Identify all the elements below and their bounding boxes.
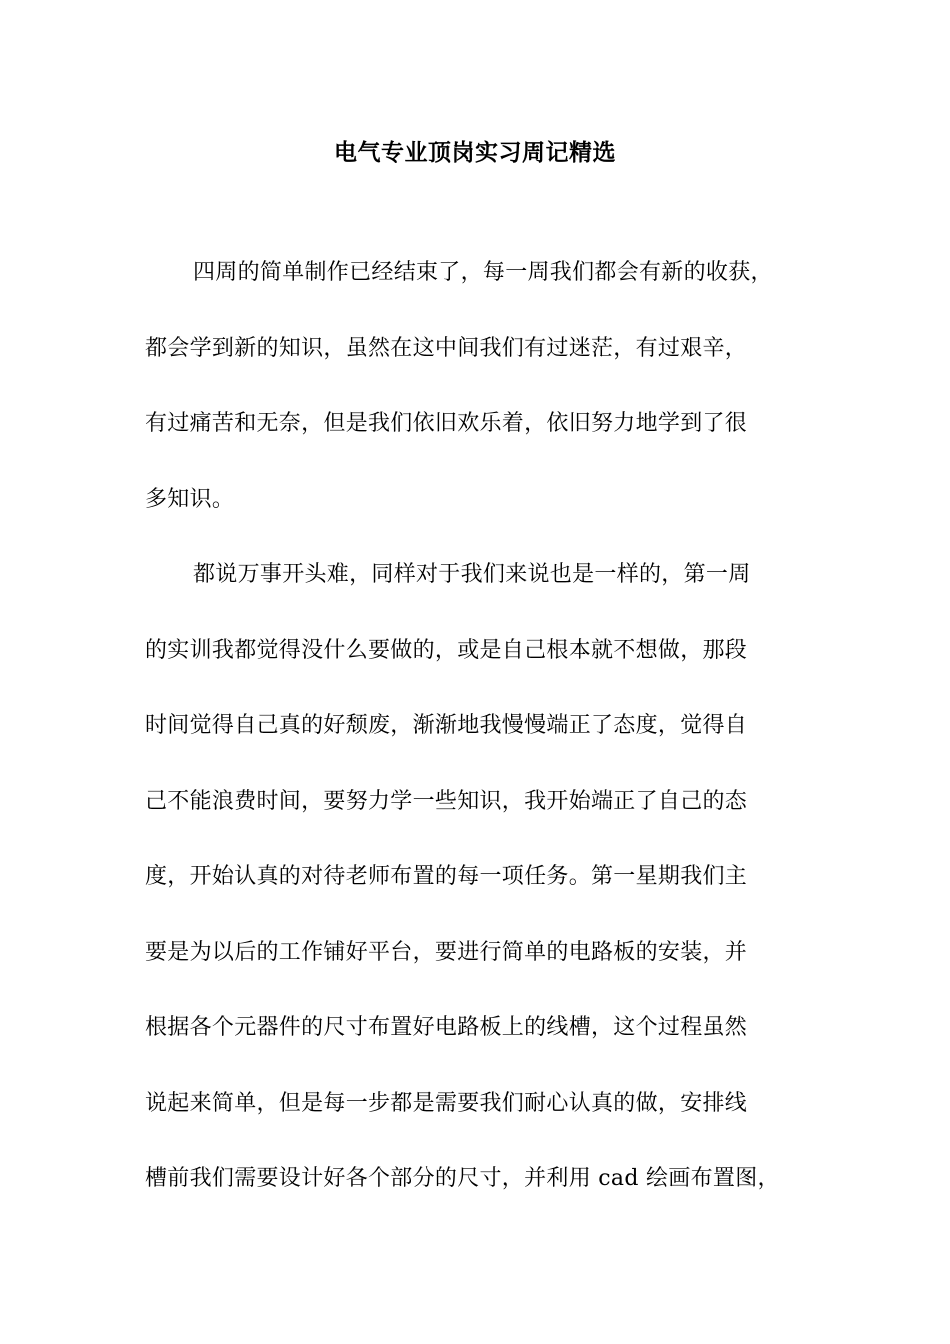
paragraph-line: 要是为以后的工作铺好平台，要进行简单的电路板的安装，并 <box>145 939 748 965</box>
paragraph-line: 说起来简单，但是每一步都是需要我们耐心认真的做，安排线 <box>145 1090 748 1116</box>
document-body <box>145 258 835 1240</box>
paragraph-line: 四周的简单制作已经结束了，每一周我们都会有新的收获， <box>193 260 773 285</box>
paragraph-line: 的实训我都觉得没什么要做的，或是自己根本就不想做，那段 <box>145 637 748 663</box>
paragraph-line: 都会学到新的知识，虽然在这中间我们有过迷茫，有过艰辛， <box>145 335 748 361</box>
document-title: 电气专业顶岗实习周记精选 <box>334 140 616 166</box>
paragraph-line: 都说万事开头难，同样对于我们来说也是一样的，第一周 <box>193 562 751 587</box>
paragraph-line: 槽前我们需要设计好各个部分的尺寸，并利用 cad 绘画布置图， <box>145 1166 780 1191</box>
paragraph-line: 时间觉得自己真的好颓废，渐渐地我慢慢端正了态度，觉得自 <box>145 713 748 738</box>
paragraph-line: 己不能浪费时间，要努力学一些知识，我开始端正了自己的态 <box>145 788 748 814</box>
paragraph-line: 度，开始认真的对待老师布置的每一项任务。第一星期我们主 <box>145 864 748 889</box>
paragraph-line: 有过痛苦和无奈，但是我们依旧欢乐着，依旧努力地学到了很 <box>145 411 748 436</box>
paragraph-line: 根据各个元器件的尺寸布置好电路板上的线槽，这个过程虽然 <box>145 1015 748 1040</box>
paragraph-line: 多知识。 <box>145 486 235 512</box>
